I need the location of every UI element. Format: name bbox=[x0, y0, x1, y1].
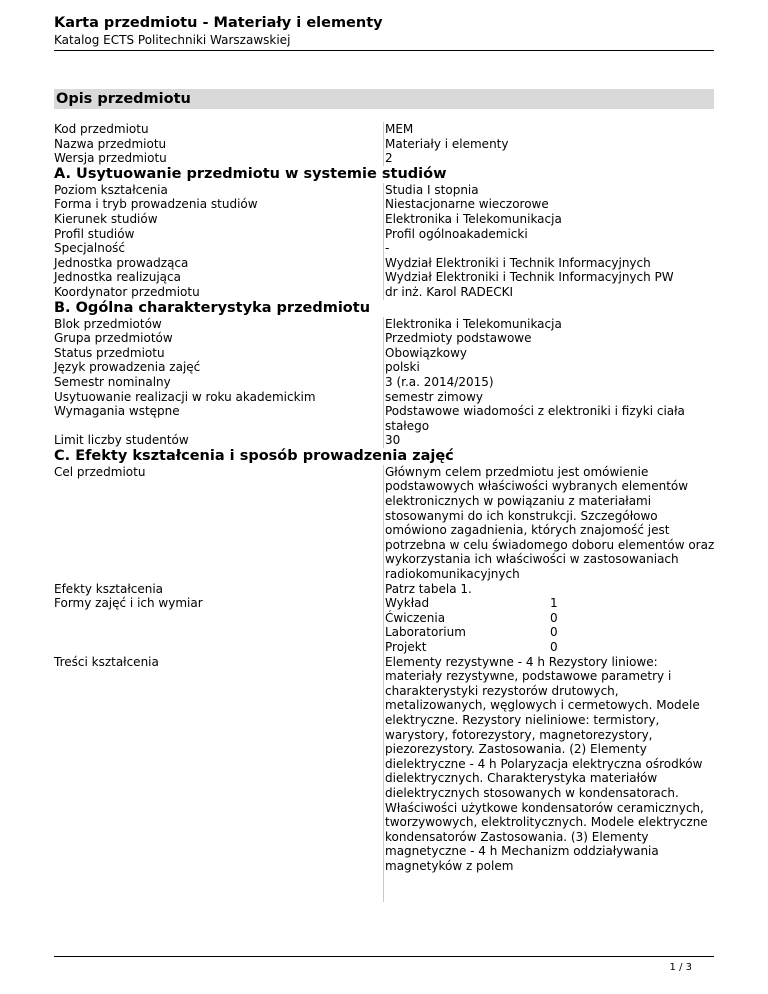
row-value: Elementy rezystywne - 4 h Rezystory liniowe: materiały rezystywne, podstawowe parametry i charakterystyki rezystorów drutowych, metalizowanych, węglowych i cermetowych. Modele elektryczne. Rezystory nieliniowe: termistory, warystory, fotorezystory, magnetorezystory, piezorezystory. Zastosowania. (2) Elementy dielektryczne - 4 h Polaryzacja elektryczna ośrodków dielektrycznych. Charakterystyka materiałów dielektrycznych stosowanych w kondensatorach. Właściwości użytkowe kondensatorów ceramicznych, tworzywowych, elektrolitycznych. Modele elektryczne kondensatorów Zastosowania. (3) Elementy magnetyczne - 4 h Mechanizm oddziaływania magnetyków z polem bbox=[383, 655, 716, 902]
table-row bbox=[54, 270, 714, 285]
table-row bbox=[54, 151, 714, 166]
row-value: 30 bbox=[383, 433, 716, 448]
row-label: Treści kształcenia bbox=[54, 654, 159, 669]
table-row bbox=[54, 390, 714, 405]
row-label: Koordynator przedmiotu bbox=[54, 284, 200, 299]
row-label: Cel przedmiotu bbox=[54, 464, 146, 479]
form-hours: 0 bbox=[550, 610, 558, 625]
course-details bbox=[54, 122, 714, 902]
row-value: dr inż. Karol RADECKI bbox=[383, 285, 716, 300]
row-value: - bbox=[383, 241, 716, 256]
table-row bbox=[54, 241, 714, 256]
form-name: Ćwiczenia bbox=[385, 610, 446, 625]
section-c-title: C. Efekty kształcenia i sposób prowadzenia zajęć bbox=[54, 447, 454, 464]
row-value: Studia I stopnia bbox=[383, 183, 716, 198]
table-row bbox=[54, 285, 714, 300]
list-item bbox=[385, 596, 716, 611]
row-label: Kierunek studiów bbox=[54, 211, 158, 226]
row-value: Niestacjonarne wieczorowe bbox=[383, 197, 716, 212]
table-row bbox=[54, 375, 714, 390]
row-label: Forma i tryb prowadzenia studiów bbox=[54, 197, 258, 212]
document-title: Karta przedmiotu - Materiały i elementy bbox=[54, 15, 383, 31]
row-label: Semestr nominalny bbox=[54, 374, 171, 389]
row-label: Poziom kształcenia bbox=[54, 182, 168, 197]
row-label: Profil studiów bbox=[54, 226, 135, 241]
table-row bbox=[54, 655, 714, 902]
list-item bbox=[385, 625, 716, 640]
row-label: Jednostka realizująca bbox=[54, 270, 181, 285]
table-row bbox=[54, 465, 714, 582]
list-item bbox=[385, 640, 716, 655]
row-value: Patrz tabela 1. bbox=[383, 582, 716, 597]
table-row bbox=[54, 317, 714, 332]
table-row bbox=[54, 227, 714, 242]
table-row bbox=[54, 197, 714, 212]
row-label: Blok przedmiotów bbox=[54, 316, 162, 331]
row-label: Kod przedmiotu bbox=[54, 122, 149, 136]
row-label: Wymagania wstępne bbox=[54, 404, 180, 419]
row-value: MEM bbox=[383, 122, 716, 137]
forms-list bbox=[383, 596, 716, 654]
page-number: 1 / 3 bbox=[669, 962, 692, 973]
form-name: Projekt bbox=[385, 640, 427, 654]
form-name: Laboratorium bbox=[385, 625, 466, 640]
footer-divider bbox=[54, 956, 714, 957]
table-row bbox=[54, 360, 714, 375]
table-row bbox=[54, 256, 714, 271]
row-value: Elektronika i Telekomunikacja bbox=[383, 317, 716, 332]
form-hours: 0 bbox=[550, 640, 558, 654]
row-value: Przedmioty podstawowe bbox=[383, 331, 716, 346]
row-value: 3 (r.a. 2014/2015) bbox=[383, 375, 716, 390]
table-row bbox=[54, 183, 714, 198]
table-row bbox=[54, 331, 714, 346]
form-name: Wykład bbox=[385, 596, 430, 611]
section-a-title: A. Usytuowanie przedmiotu w systemie studiów bbox=[54, 165, 447, 182]
row-value: Profil ogólnoakademicki bbox=[383, 227, 716, 242]
list-item bbox=[385, 611, 716, 626]
row-label: Formy zajęć i ich wymiar bbox=[54, 596, 203, 611]
table-row bbox=[54, 212, 714, 227]
document-subtitle: Katalog ECTS Politechniki Warszawskiej bbox=[54, 33, 291, 47]
header-divider bbox=[54, 50, 714, 51]
row-value: semestr zimowy bbox=[383, 390, 716, 405]
row-value: Podstawowe wiadomości z elektroniki i fizyki ciała stałego bbox=[383, 404, 716, 433]
table-row bbox=[54, 404, 714, 433]
row-value: Wydział Elektroniki i Technik Informacyjnych PW bbox=[383, 270, 716, 285]
row-label: Jednostka prowadząca bbox=[54, 255, 189, 270]
table-row bbox=[54, 346, 714, 361]
row-value: Obowiązkowy bbox=[383, 346, 716, 361]
table-row bbox=[54, 596, 714, 654]
table-row bbox=[54, 433, 714, 448]
row-label: Język prowadzenia zajęć bbox=[54, 360, 201, 375]
row-label: Grupa przedmiotów bbox=[54, 331, 173, 346]
row-value: Materiały i elementy bbox=[383, 137, 716, 152]
row-label: Wersja przedmiotu bbox=[54, 151, 167, 166]
table-row bbox=[54, 582, 714, 597]
row-value: Głównym celem przedmiotu jest omówienie podstawowych właściwości wybranych elementów elektronicznych w powiązaniu z materiałami stosowanymi do ich konstrukcji. Szczegółowo omówiono zagadnienia, których znajomość jest potrzebna w celu świadomego doboru elementów oraz wykorzystania ich właściwości w zastosowaniach radiokomunikacyjnych bbox=[385, 464, 715, 582]
table-row bbox=[54, 137, 714, 152]
opis-section-header bbox=[54, 89, 714, 109]
table-row bbox=[54, 122, 714, 137]
form-hours: 1 bbox=[550, 596, 558, 611]
opis-title: Opis przedmiotu bbox=[56, 91, 191, 107]
row-label: Specjalność bbox=[54, 241, 126, 256]
document-header bbox=[54, 14, 714, 48]
row-value: Elektronika i Telekomunikacja bbox=[383, 212, 716, 227]
row-label: Status przedmiotu bbox=[54, 345, 165, 360]
row-value: 2 bbox=[383, 151, 716, 166]
row-label: Nazwa przedmiotu bbox=[54, 136, 167, 151]
row-value: Wydział Elektroniki i Technik Informacyjnych bbox=[383, 256, 716, 271]
row-label: Limit liczby studentów bbox=[54, 433, 189, 448]
section-b-title: B. Ogólna charakterystyka przedmiotu bbox=[54, 299, 371, 316]
row-label: Usytuowanie realizacji w roku akademickim bbox=[54, 389, 316, 404]
row-label: Efekty kształcenia bbox=[54, 581, 164, 596]
form-hours: 0 bbox=[550, 625, 558, 640]
row-value: polski bbox=[383, 360, 716, 375]
